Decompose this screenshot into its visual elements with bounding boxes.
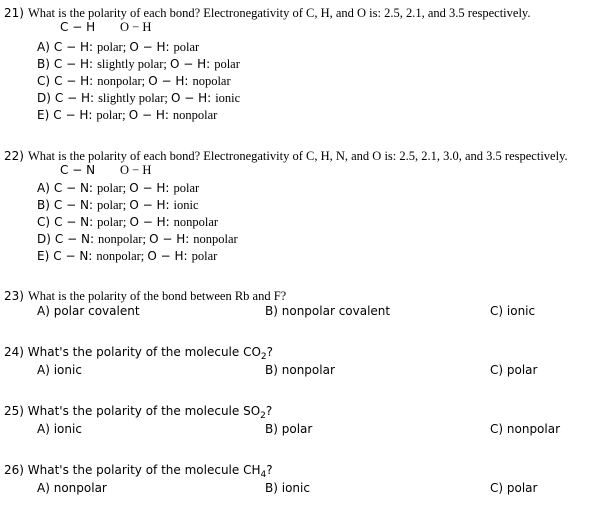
q24-number: 24): [4, 345, 24, 359]
q24-text: What's the polarity of the molecule CO: [27, 345, 261, 359]
q21-option-a[interactable]: A) C − H: polar; O − H: polar: [37, 40, 200, 54]
q21-text: What is the polarity of each bond? Electronegativity of C, H, and O is: 2.5, 2.1, and 3.5 respectively.: [27, 6, 531, 20]
q21-option-b[interactable]: B) C − H: slightly polar; O − H: polar: [37, 57, 240, 71]
q26-option-b[interactable]: B) ionic: [265, 481, 310, 495]
q25-option-c[interactable]: C) nonpolar: [490, 422, 561, 436]
q22-bond-1: C − N: [60, 163, 96, 177]
q26-text: What's the polarity of the molecule CH: [27, 463, 261, 477]
q25-number: 25): [4, 404, 24, 418]
q26-stem: 26) What's the polarity of the molecule $CH_4$?: [4, 463, 273, 480]
q23-number: 23): [4, 289, 24, 303]
q25-subscript: 2: [260, 411, 266, 421]
q24-subscript: 2: [260, 352, 267, 362]
q24-option-c[interactable]: C) polar: [490, 363, 538, 377]
q24-stem: 24) What's the polarity of the molecule $CO_2$?: [4, 345, 274, 362]
q24-option-b[interactable]: B) nonpolar: [265, 363, 335, 377]
q22-option-c[interactable]: C) C − N: polar; O − H: nonpolar: [37, 215, 219, 229]
q22-number: 22): [4, 149, 24, 163]
q23-text: What is the polarity of the bond between Rb and F?: [27, 289, 287, 303]
q21-option-e[interactable]: E) C − H: polar; O − H: nonpolar: [37, 108, 218, 122]
q22-option-d[interactable]: D) C − N: nonpolar; O − H: nonpolar: [37, 232, 238, 246]
q24-option-a[interactable]: A) ionic: [37, 363, 82, 377]
q21-number: 21): [4, 6, 24, 20]
q21-bond-1: C − H: [60, 20, 96, 34]
q25-stem: 25) What's the polarity of the molecule $SO_2$?: [4, 404, 273, 421]
q25-text: What's the polarity of the molecule SO: [27, 404, 261, 418]
q22-option-a[interactable]: A) C − N: polar; O − H: polar: [37, 181, 200, 195]
q21-option-c[interactable]: C) C − H: nonpolar; O − H: nopolar: [37, 74, 231, 88]
q26-option-a[interactable]: A) nonpolar: [37, 481, 107, 495]
q23-stem: [4, 288, 286, 304]
q22-bond-2: O − H: [120, 163, 152, 177]
q23-option-c[interactable]: C) ionic: [490, 304, 536, 318]
q26-number: 26): [4, 463, 24, 477]
q22-option-e[interactable]: E) C − N: nonpolar; O − H: polar: [37, 249, 218, 263]
q26-subscript: 4: [260, 470, 267, 480]
q26-option-c[interactable]: C) polar: [490, 481, 538, 495]
q25-option-a[interactable]: A) ionic: [37, 422, 82, 436]
q25-option-b[interactable]: B) polar: [265, 422, 313, 436]
q22-stem: [4, 148, 568, 164]
q23-option-b[interactable]: B) nonpolar covalent: [265, 304, 391, 318]
q21-stem: [4, 5, 530, 21]
q22-option-b[interactable]: B) C − N: polar; O − H: ionic: [37, 198, 199, 212]
q21-option-d[interactable]: D) C − H: slightly polar; O − H: ionic: [37, 91, 241, 105]
q23-option-a[interactable]: A) polar covalent: [37, 304, 140, 318]
q21-bond-2: O − H: [120, 20, 152, 34]
q22-text: What is the polarity of each bond? Electronegativity of C, H, N, and O is: 2.5, 2.1, 3.0, and 3.5 respectively.: [27, 149, 568, 163]
